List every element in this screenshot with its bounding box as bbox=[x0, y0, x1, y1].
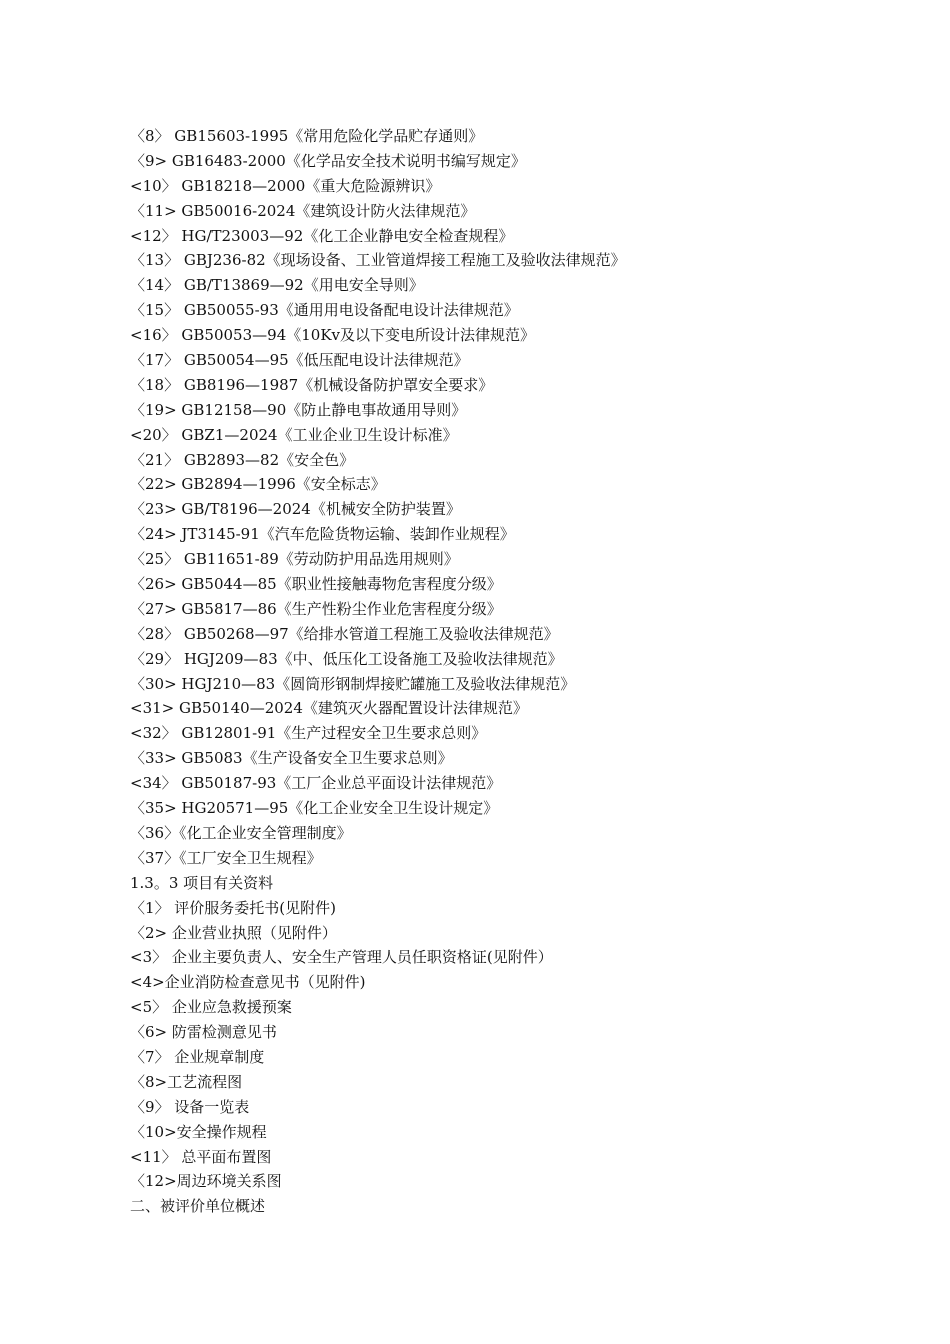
standard-item-27: 〈27> GB5817—86《生产性粉尘作业危害程度分级》 bbox=[130, 599, 502, 618]
material-item-2: 〈2> 企业营业执照（见附件） bbox=[130, 923, 337, 942]
standard-item-33: 〈33> GB5083《生产设备安全卫生要求总则》 bbox=[130, 749, 453, 768]
material-item-11: <11〉 总平面布置图 bbox=[130, 1147, 272, 1166]
standard-item-16: <16〉 GB50053—94《10Kv及以下变电所设计法律规范》 bbox=[130, 326, 536, 345]
standard-item-9: 〈9> GB16483-2000《化学品安全技术说明书编写规定》 bbox=[130, 151, 526, 170]
standard-item-12: <12〉 HG/T23003—92《化工企业静电安全检查规程》 bbox=[130, 226, 514, 245]
standard-item-10: <10〉 GB18218—2000《重大危险源辨识》 bbox=[130, 176, 441, 195]
material-item-1: 〈1〉 评价服务委托书(见附件) bbox=[130, 898, 337, 917]
material-item-8: 〈8>工艺流程图 bbox=[130, 1072, 243, 1091]
standard-item-31: <31> GB50140—2024《建筑灭火器配置设计法律规范》 bbox=[130, 699, 528, 718]
material-item-10: 〈10>安全操作规程 bbox=[130, 1122, 267, 1141]
material-item-3: <3〉 企业主要负责人、安全生产管理人员任职资格证(见附件） bbox=[130, 948, 553, 967]
standard-item-32: <32〉 GB12801-91《生产过程安全卫生要求总则》 bbox=[130, 724, 487, 743]
standard-item-21: 〈21〉 GB2893—82《安全色》 bbox=[130, 450, 355, 469]
standard-item-37: 〈37〉《工厂安全卫生规程》 bbox=[130, 848, 322, 867]
material-item-9: 〈9〉 设备一览表 bbox=[130, 1097, 250, 1116]
chapter-heading-unit-overview: 二、被评价单位概述 bbox=[130, 1197, 266, 1216]
standard-item-17: 〈17〉 GB50054—95《低压配电设计法律规范》 bbox=[130, 351, 469, 370]
standard-item-29: 〈29〉 HGJ209—83《中、低压化工设备施工及验收法律规范》 bbox=[130, 649, 563, 668]
standard-item-25: 〈25〉 GB11651-89《劳动防护用品选用规则》 bbox=[130, 550, 459, 569]
standard-item-11: 〈11> GB50016-2024《建筑设计防火法律规范》 bbox=[130, 201, 476, 220]
standard-item-26: 〈26> GB5044—85《职业性接触毒物危害程度分级》 bbox=[130, 575, 502, 594]
standard-item-22: 〈22> GB2894—1996《安全标志》 bbox=[130, 475, 386, 494]
section-heading-project-materials: 1.3。3 项目有关资料 bbox=[130, 873, 274, 892]
standard-item-28: 〈28〉 GB50268—97《给排水管道工程施工及验收法律规范》 bbox=[130, 624, 559, 643]
standard-item-30: 〈30> HGJ210—83《圆筒形钢制焊接贮罐施工及验收法律规范》 bbox=[130, 674, 576, 693]
standard-item-19: 〈19> GB12158—90《防止静电事故通用导则》 bbox=[130, 400, 467, 419]
standard-item-20: <20〉 GBZ1—2024《工业企业卫生设计标准》 bbox=[130, 425, 458, 444]
material-item-6: 〈6> 防雷检测意见书 bbox=[130, 1023, 277, 1042]
standard-item-34: <34〉 GB50187-93《工厂企业总平面设计法律规范》 bbox=[130, 774, 502, 793]
standard-item-14: 〈14〉 GB/T13869—92《用电安全导则》 bbox=[130, 276, 424, 295]
standard-item-13: 〈13〉 GBJ236-82《现场设备、工业管道焊接工程施工及验收法律规范》 bbox=[130, 251, 626, 270]
material-item-7: 〈7〉 企业规章制度 bbox=[130, 1047, 265, 1066]
standard-item-24: 〈24> JT3145-91《汽车危险货物运输、装卸作业规程》 bbox=[130, 525, 515, 544]
material-item-5: <5〉 企业应急救援预案 bbox=[130, 998, 292, 1017]
material-item-4: <4>企业消防检查意见书（见附件) bbox=[130, 973, 366, 992]
standard-item-35: 〈35> HG20571—95《化工企业安全卫生设计规定》 bbox=[130, 799, 499, 818]
material-item-12: 〈12>周边环境关系图 bbox=[130, 1172, 282, 1191]
standard-item-18: 〈18〉 GB8196—1987《机械设备防护罩安全要求》 bbox=[130, 375, 494, 394]
standard-item-36: 〈36〉《化工企业安全管理制度》 bbox=[130, 823, 352, 842]
standard-item-8: 〈8〉 GB15603-1995《常用危险化学品贮存通则》 bbox=[130, 127, 484, 145]
standard-item-15: 〈15〉 GB50055-93《通用用电设备配电设计法律规范》 bbox=[130, 301, 519, 320]
document-body bbox=[130, 124, 850, 1219]
standard-item-23: 〈23> GB/T8196—2024《机械安全防护装置》 bbox=[130, 500, 461, 519]
